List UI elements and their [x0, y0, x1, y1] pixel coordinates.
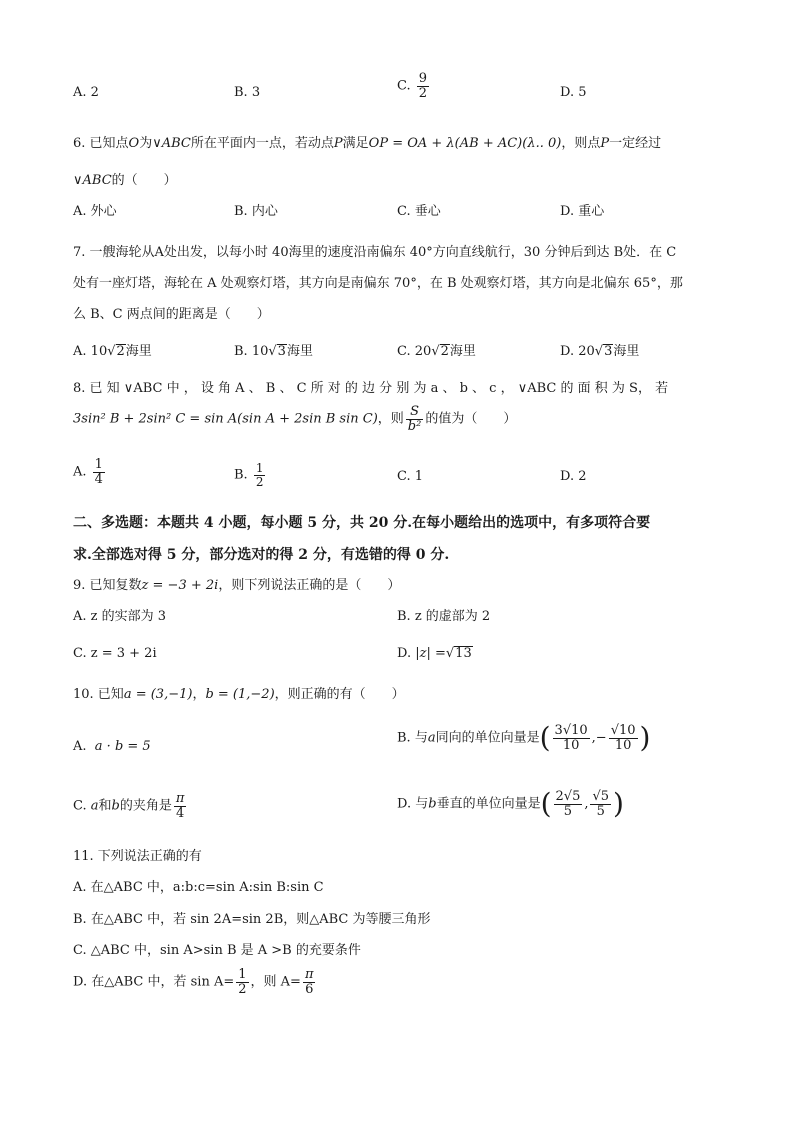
- radicand: 2: [116, 344, 125, 359]
- right-paren: ): [613, 787, 624, 821]
- q10-text: 10. 已知: [73, 687, 124, 702]
- q11-option-c: C. △ABC 中，sin A>sin B 是 A >B 的充要条件: [73, 943, 361, 958]
- q5-option-c: [397, 72, 431, 100]
- vector-a: a = (3,−1): [123, 687, 193, 702]
- q10-option-c: [73, 792, 188, 820]
- q6-option-d: D. 重心: [560, 204, 605, 219]
- q6-vector-formula: OP = OA + λ(AB + AC)(λ.. 0): [368, 136, 562, 151]
- q5-option-c-fraction: [417, 72, 429, 100]
- fraction-numerator: 1: [238, 967, 247, 982]
- fraction-denominator: 2: [255, 474, 264, 489]
- fraction-numerator: π: [175, 791, 185, 806]
- q8-option-b-fraction: [254, 462, 266, 488]
- vector-b-symbol: b: [428, 796, 437, 812]
- q6-stem-line1: [73, 135, 661, 153]
- q8-stem-line1: 8. 已 知 ∨ABC 中 ， 设 角 A 、 B 、 C 所 对 的 边 分 别 为 a 、 b 、 c ， ∨ABC 的 面 积 为 S， 若: [73, 381, 669, 396]
- radicand: 13: [455, 646, 472, 661]
- q6-triangle: ∨ABC: [73, 173, 112, 188]
- fraction-denominator: 6: [305, 981, 314, 997]
- fraction-numerator: √10: [610, 723, 636, 738]
- vector-b-symbol: b: [111, 798, 120, 814]
- q8-option-d: D. 2: [560, 469, 587, 484]
- fraction-denominator: 5: [563, 803, 573, 819]
- q8-text: 的值为（ ）: [425, 411, 517, 427]
- q7-option-c: [397, 343, 476, 361]
- option-prefix: A.: [73, 739, 87, 754]
- fraction-denominator: 5: [596, 803, 605, 819]
- option-prefix: B. 与: [397, 730, 428, 746]
- q6-point-o: O: [128, 136, 140, 151]
- radical-sign: √: [594, 344, 604, 359]
- q6-stem-line2: [73, 172, 177, 190]
- q6-option-c: C. 垂心: [397, 204, 441, 219]
- q5-option-d: D. 5: [560, 85, 587, 100]
- q10-d-frac2: [590, 790, 611, 818]
- modulus: |z| =: [415, 646, 446, 661]
- q11-option-b: B. 在△ABC 中，若 sin 2A=sin 2B，则△ABC 为等腰三角形: [73, 912, 431, 927]
- fraction-denominator: 10: [614, 737, 632, 753]
- q10-option-b: B. 与a同向的单位向量是( $\frac{3√10}{10}$ ,− $\frac{√10}{10}$ ): [397, 721, 651, 755]
- radical-sign: √: [445, 646, 455, 661]
- q9-stem: [73, 577, 400, 595]
- q10-text: 同向的单位向量是: [435, 730, 540, 746]
- radicand: 3: [277, 344, 286, 359]
- q9-option-b: B. z 的虚部为 2: [397, 609, 491, 624]
- q7-stem-line1: 7. 一艘海轮从A处出发，以每小时 40海里的速度沿南偏东 40°方向直线航行，30 分钟后到达 B处．在 C: [73, 245, 677, 260]
- q6-text: 的（ ）: [111, 173, 177, 188]
- q10-option-a: [73, 738, 151, 756]
- q9-option-c: C. z = 3 + 2i: [73, 646, 157, 661]
- q10-b-frac1: [553, 724, 590, 752]
- q7-option-b: [234, 343, 313, 361]
- q6-option-a: A. 外心: [73, 204, 117, 219]
- vector-a-symbol: a: [90, 798, 99, 814]
- q6-text: 一定经过: [609, 136, 662, 151]
- left-paren: (: [539, 721, 551, 755]
- coefficient: 10: [90, 344, 108, 359]
- q6-text: 为: [139, 136, 153, 151]
- q9-option-d: [397, 645, 473, 663]
- fraction-denominator: 4: [176, 805, 185, 821]
- radicand: 3: [604, 344, 613, 359]
- fraction-denominator: 2: [238, 981, 247, 997]
- q7-option-d: [560, 343, 639, 361]
- q8-option-c: C. 1: [397, 469, 424, 484]
- option-prefix: C.: [397, 344, 411, 359]
- radicand: 2: [440, 344, 449, 359]
- q10-text: ，则正确的有（ ）: [274, 687, 405, 702]
- q10-option-d: D. 与b垂直的单位向量是( $\frac{2√5}{5}$ , $\frac{√5}{5}$ ): [397, 787, 624, 821]
- vector-b: b = (1,−2): [205, 687, 275, 702]
- q6-text: 6. 已知点: [73, 136, 129, 151]
- q7-option-a: [73, 343, 152, 361]
- unit: 海里: [449, 344, 476, 359]
- q11-option-a: A. 在△ABC 中，a:b:c=sin A:sin B:sin C: [73, 880, 324, 895]
- dot-product: a · b = 5: [94, 739, 151, 754]
- option-prefix: D. 与: [397, 796, 429, 812]
- q10-text: 的夹角是: [119, 798, 172, 814]
- left-paren: (: [540, 787, 552, 821]
- option-prefix: A.: [73, 344, 87, 359]
- right-paren: ): [639, 721, 651, 755]
- fraction-numerator: √5: [592, 789, 610, 804]
- q6-triangle: ∨ABC: [152, 136, 191, 151]
- q7-stem-line3: 么 B、C 两点间的距离是（ ）: [73, 307, 270, 322]
- q6-option-b: B. 内心: [234, 204, 278, 219]
- q11-text: ，则 A=: [250, 974, 301, 990]
- q5-option-a: A. 2: [73, 85, 99, 100]
- fraction-denominator: 4: [94, 471, 103, 487]
- q6-point-p: P: [600, 136, 610, 151]
- fraction-denominator: b²: [407, 418, 422, 434]
- radical-sign: √: [431, 344, 440, 359]
- q9-formula: z = −3 + 2i: [141, 578, 219, 593]
- q8-fraction: [406, 405, 424, 433]
- q8-option-a: [73, 458, 107, 486]
- q10-b-frac2: [609, 724, 638, 752]
- fraction-numerator: 2√5: [555, 789, 581, 804]
- q6-point-p: P: [333, 136, 343, 151]
- section2-heading-line2: 求.全部选对得 5 分，部分选对的得 2 分，有选错的得 0 分.: [73, 547, 450, 563]
- coefficient: 20: [414, 344, 432, 359]
- q6-text: ，则点: [561, 136, 601, 151]
- q10-text: 和: [98, 798, 112, 814]
- fraction-numerator: π: [304, 967, 314, 982]
- q9-text: ，则下列说法正确的是（ ）: [218, 578, 401, 593]
- radical-sign: √: [107, 344, 116, 359]
- option-prefix: C.: [73, 798, 87, 814]
- q5-option-b: B. 3: [234, 85, 261, 100]
- option-prefix: D.: [560, 344, 575, 359]
- option-prefix: A.: [73, 464, 87, 480]
- coefficient: 10: [251, 344, 269, 359]
- q8-option-a-fraction: [93, 458, 105, 486]
- option-prefix: D.: [397, 646, 412, 661]
- fraction-denominator: 10: [562, 737, 580, 753]
- q8-stem-line2: [73, 405, 516, 433]
- fraction-denominator: 2: [418, 85, 428, 101]
- unit: 海里: [286, 344, 313, 359]
- q8-text: ，则: [377, 411, 404, 427]
- fraction-numerator: 1: [255, 461, 264, 475]
- q6-text: 满足: [342, 136, 369, 151]
- q8-option-b: [234, 462, 267, 488]
- q7-stem-line2: 处有一座灯塔，海轮在 A 处观察灯塔，其方向是南偏东 70°，在 B 处观察灯塔，其方向是北偏东 65°，那: [73, 276, 683, 291]
- option-prefix: B.: [234, 467, 248, 483]
- q6-text: 所在平面内一点，若动点: [190, 136, 334, 151]
- q8-formula: 3sin² B + 2sin² C = sin A(sin A + 2sin B sin C): [73, 411, 378, 427]
- unit: 海里: [613, 344, 640, 359]
- fraction-numerator: 3√10: [554, 723, 588, 738]
- option-prefix: B.: [234, 344, 248, 359]
- coefficient: 20: [578, 344, 595, 359]
- q11-stem: 11. 下列说法正确的有: [73, 849, 202, 864]
- vector-a-symbol: a: [427, 730, 436, 746]
- q9-text: 9. 已知复数: [73, 578, 142, 593]
- q10-d-frac1: [554, 790, 583, 818]
- q11-text: D. 在△ABC 中，若 sin A=: [73, 974, 235, 990]
- fraction-numerator: S: [406, 405, 424, 420]
- section2-heading-line1: 二、多选题：本题共 4 小题，每小题 5 分，共 20 分.在每小题给出的选项中，有多项符合要: [73, 515, 651, 531]
- q10-stem: 10. 已知a = (3,−1)，b = (1,−2)，则正确的有（ ）: [73, 687, 405, 702]
- fraction-numerator: 9: [418, 71, 428, 86]
- q5-option-c-prefix: C.: [397, 78, 411, 94]
- q9-option-a: A. z 的实部为 3: [73, 609, 167, 624]
- radical-sign: √: [268, 344, 277, 359]
- q11-option-d: [73, 968, 317, 996]
- q10-c-fraction: [174, 792, 187, 820]
- q11-d-fraction1: [236, 968, 248, 996]
- fraction-numerator: 1: [94, 457, 103, 472]
- q11-d-fraction2: [303, 968, 316, 996]
- unit: 海里: [125, 344, 152, 359]
- q10-text: 垂直的单位向量是: [436, 796, 541, 812]
